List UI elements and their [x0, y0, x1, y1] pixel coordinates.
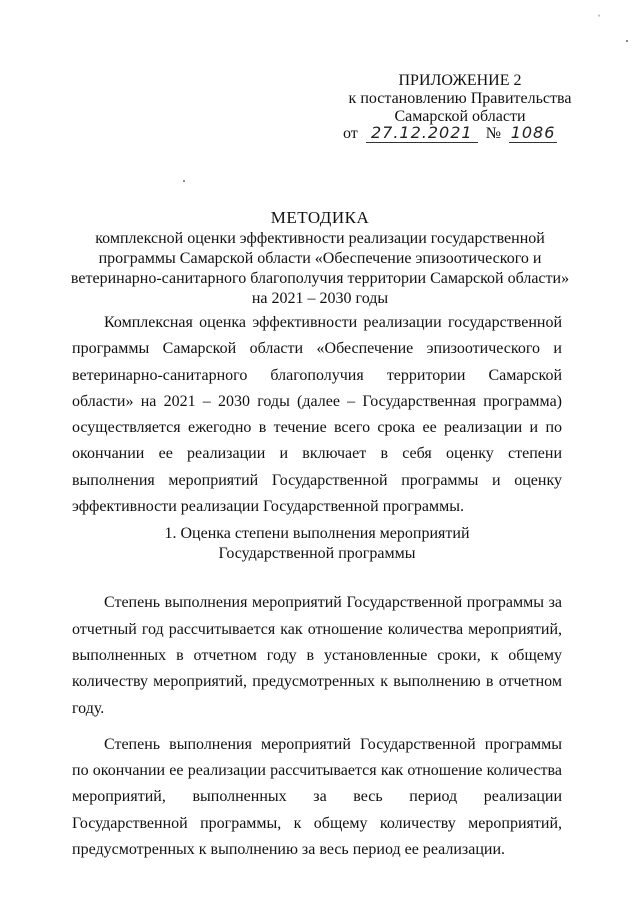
decree-date-number: [343, 124, 557, 143]
title-line: программы Самарской области «Обеспечение эпизоотического и: [98, 250, 542, 267]
handwritten-number: 1086: [510, 123, 556, 142]
appendix-header: [330, 72, 590, 126]
title-line: ветеринарно-санитарного благополучия территории Самарской области»: [70, 270, 570, 287]
intro-paragraph: Комплексная оценка эффективности реализации государственной программы Самарской области «Обеспечение эпизоотического и ветеринарно-санитарного благополучия территории Самарской области» на 2021 – 2030 годы (далее – Государственная программа) осуществляется ежегодно в течение всего срока ее реализации и по окончании ее реализации и включает в себя оценку степени выполнения мероприятий Государственной программы и оценку эффективности реализации Государственной программы.: [72, 314, 562, 516]
from-label: от: [343, 125, 358, 142]
title-line: комплексной оценки эффективности реализации государственной: [95, 230, 545, 247]
scan-speck: [626, 40, 628, 42]
section-1-heading: [72, 524, 562, 564]
paragraph-annual-degree: Степень выполнения мероприятий Государственной программы за отчетный год рассчитывается как отношение количества мероприятий, выполненных в отчетном году в установленные сроки, к общему количеству мероприятий, предусмотренных к выполнению в отчетном году.: [72, 594, 562, 717]
section-1-heading-line: 1. Оценка степени выполнения мероприятий: [164, 525, 470, 543]
appendix-title: ПРИЛОЖЕНИЕ 2: [398, 72, 522, 89]
title-line: на 2021 – 2030 годы: [251, 290, 389, 307]
paragraph-final-degree: Степень выполнения мероприятий Государственной программы по окончании ее реализации рассчитывается как отношение количества мероприятий, выполненных за весь период реализации Государственной программы, к общему количеству мероприятий, предусмотренных к выполнению за весь период ее реализации.: [72, 735, 562, 859]
appendix-region: Самарской области: [394, 108, 526, 125]
appendix-decree-ref: к постановлению Правительства: [348, 90, 572, 107]
scan-mark: ˈ: [597, 12, 601, 26]
number-label: №: [485, 125, 502, 142]
document-body: [72, 310, 562, 863]
document-title: [60, 208, 580, 309]
title-main: МЕТОДИКА: [270, 208, 370, 227]
handwritten-date: 27.12.2021: [366, 124, 478, 143]
scan-speck: [183, 180, 185, 182]
section-1-heading-line: Государственной программы: [218, 545, 416, 563]
